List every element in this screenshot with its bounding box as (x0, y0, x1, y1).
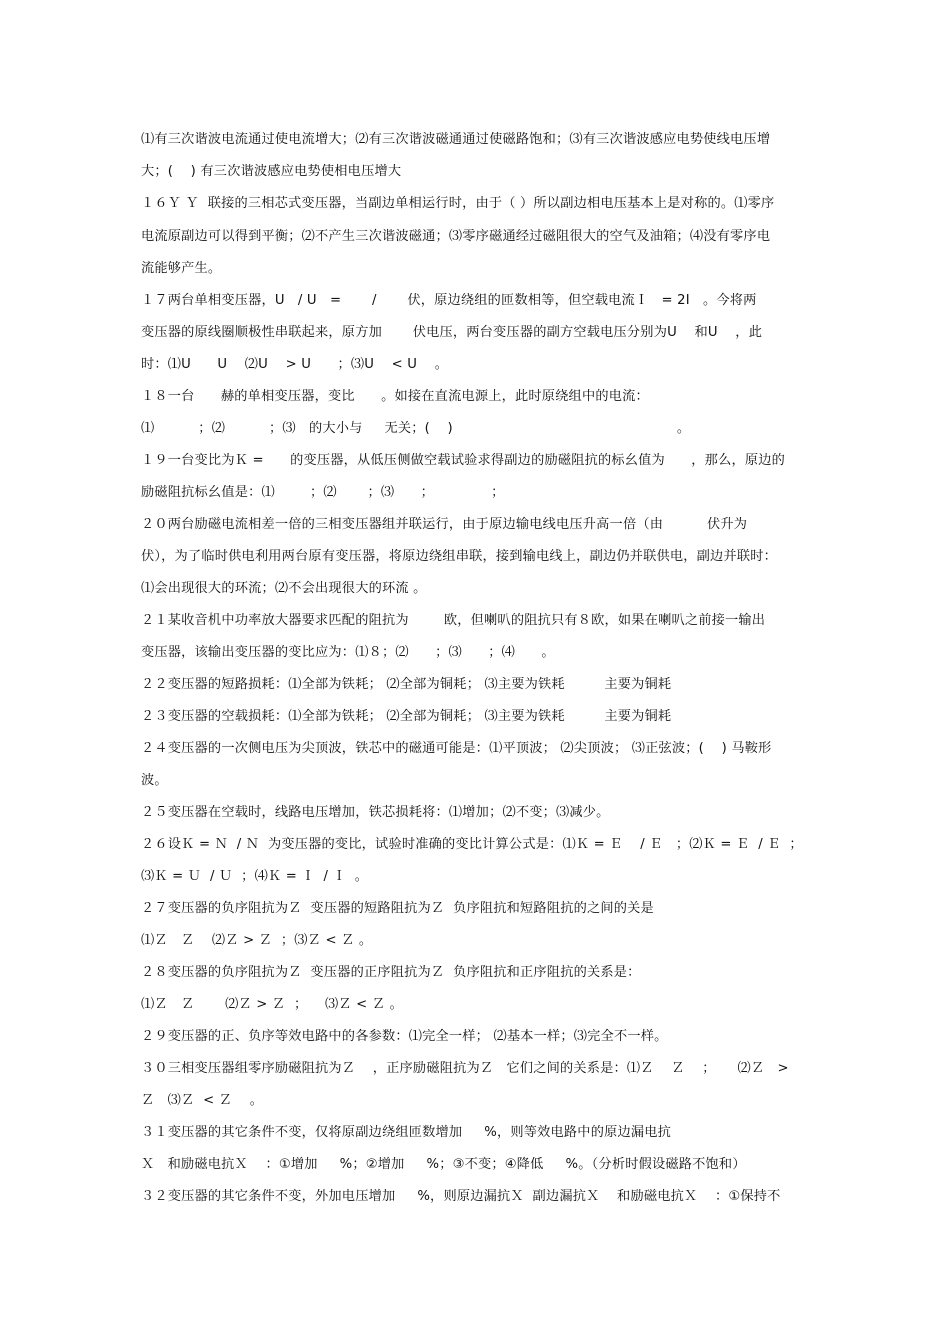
text-line: １６Ｙ Ｙ 联接的三相芯式变压器，当副边单相运行时，由于（ ）所以副边相电压基本上是对称的。⑴零序 (141, 196, 775, 211)
text-line: ２６设Ｋ = Ｎ / Ｎ 为变压器的变比，试验时准确的变比计算公式是：⑴Ｋ = Ｅ / Ｅ ；⑵Ｋ = Ｅ / Ｅ ； (141, 837, 803, 852)
text-line: ２３变压器的空载损耗：⑴全部为铁耗； ⑵全部为铜耗； ⑶主要为铁耗 主要为铜耗 (141, 709, 672, 724)
text-line: ３１变压器的其它条件不变，仅将原副边绕组匝数增加 %，则等效电路中的原边漏电抗 (141, 1125, 672, 1140)
text-line: 变压器的原线圈顺极性串联起来，原方加 伏电压，两台变压器的副方空载电压分别为U 和U ，此 (141, 325, 763, 340)
text-line: ２９变压器的正、负序等效电路中的各参数：⑴完全一样； ⑵基本一样；⑶完全不一样。 (141, 1029, 668, 1044)
text-line: 电流原副边可以得到平衡；⑵不产生三次谐波磁通；⑶零序磁通经过磁阻很大的空气及油箱；⑷没有零序电 (141, 229, 771, 244)
text-line: ２７变压器的负序阻抗为Ｚ 变压器的短路阻抗为Ｚ 负序阻抗和短路阻抗的之间的关是 (141, 901, 654, 916)
text-line: ⑶Ｋ = Ｕ / Ｕ ；⑷Ｋ = Ｉ / Ｉ 。 (141, 869, 369, 884)
text-line: ２８变压器的负序阻抗为Ｚ 变压器的正序阻抗为Ｚ 负序阻抗和正序阻抗的关系是： (141, 965, 641, 980)
text-line: １９一台变比为Ｋ = 的变压器，从低压侧做空载试验求得副边的励磁阻抗的标幺值为 ，那么，原边的 (141, 453, 786, 468)
text-line: ⑴会出现很大的环流；⑵不会出现很大的环流 。 (141, 581, 427, 596)
text-line: ２４变压器的一次侧电压为尖顶波，铁芯中的磁通可能是：⑴平顶波； ⑵尖顶波； ⑶正弦波；( ) 马鞍形 (141, 741, 772, 756)
text-line: ⑴Ｚ Ｚ ⑵Ｚ > Ｚ ；⑶Ｚ < Ｚ 。 (141, 933, 373, 948)
text-line: Ｚ ⑶Ｚ < Ｚ 。 (141, 1093, 264, 1108)
text-line: ２０两台励磁电流相差一倍的三相变压器组并联运行，由于原边输电线电压升高一倍（由 伏升为 (141, 517, 748, 532)
text-line: 流能够产生。 (141, 261, 222, 276)
text-line: ３０三相变压器组零序励磁阻抗为Ｚ ，正序励磁阻抗为Ｚ 它们之间的关系是：⑴Ｚ Ｚ ； ⑵Ｚ > (141, 1061, 789, 1076)
text-line: ２１某收音机中功率放大器要求匹配的阻抗为 欧，但喇叭的阻抗只有８欧，如果在喇叭之前接一输出 (141, 613, 766, 628)
text-line: １８一台 赫的单相变压器，变比 。如接在直流电源上，此时原绕组中的电流： (141, 389, 649, 404)
text-line: ２５变压器在空载时，线路电压增加，铁芯损耗将：⑴增加；⑵不变；⑶减少。 (141, 805, 610, 820)
text-line: 大；( ) 有三次谐波感应电势使相电压增大 (141, 164, 402, 179)
text-line: Ｘ 和励磁电抗Ｘ ：①增加 %；②增加 %；③不变；④降低 %。（分析时假设磁路不饱和） (141, 1157, 746, 1172)
text-line: 励磁阻抗标幺值是：⑴ ；⑵ ；⑶ ； ； (141, 485, 505, 500)
text-line: 伏），为了临时供电利用两台原有变压器，将原边绕组串联，接到输电线上，副边仍并联供电，副边并联时： (141, 549, 777, 564)
text-line: 时：⑴U U ⑵U > U ；⑶U < U 。 (141, 357, 449, 372)
text-line: 变压器，该输出变压器的变比应为：⑴８；⑵ ；⑶ ；⑷ 。 (141, 645, 555, 660)
text-line: 波。 (141, 773, 168, 788)
text-line: ⑴Ｚ Ｚ ⑵Ｚ > Ｚ ； ⑶Ｚ < Ｚ 。 (141, 997, 403, 1012)
text-line: １７两台单相变压器，U / U = / 伏，原边绕组的匝数相等，但空载电流Ｉ = 2I 。今将两 (141, 293, 757, 308)
text-line: ２２变压器的短路损耗：⑴全部为铁耗； ⑵全部为铜耗； ⑶主要为铁耗 主要为铜耗 (141, 677, 672, 692)
text-line: ３２变压器的其它条件不变，外加电压增加 %，则原边漏抗Ｘ 副边漏抗Ｘ 和励磁电抗Ｘ ：①保持不 (141, 1189, 781, 1204)
text-line: ⑴ ；⑵ ；⑶ 的大小与 无关；( ) 。 (141, 421, 691, 436)
text-line: ⑴有三次谐波电流通过使电流增大；⑵有三次谐波磁通通过使磁路饱和；⑶有三次谐波感应电势使线电压增 (141, 132, 771, 147)
